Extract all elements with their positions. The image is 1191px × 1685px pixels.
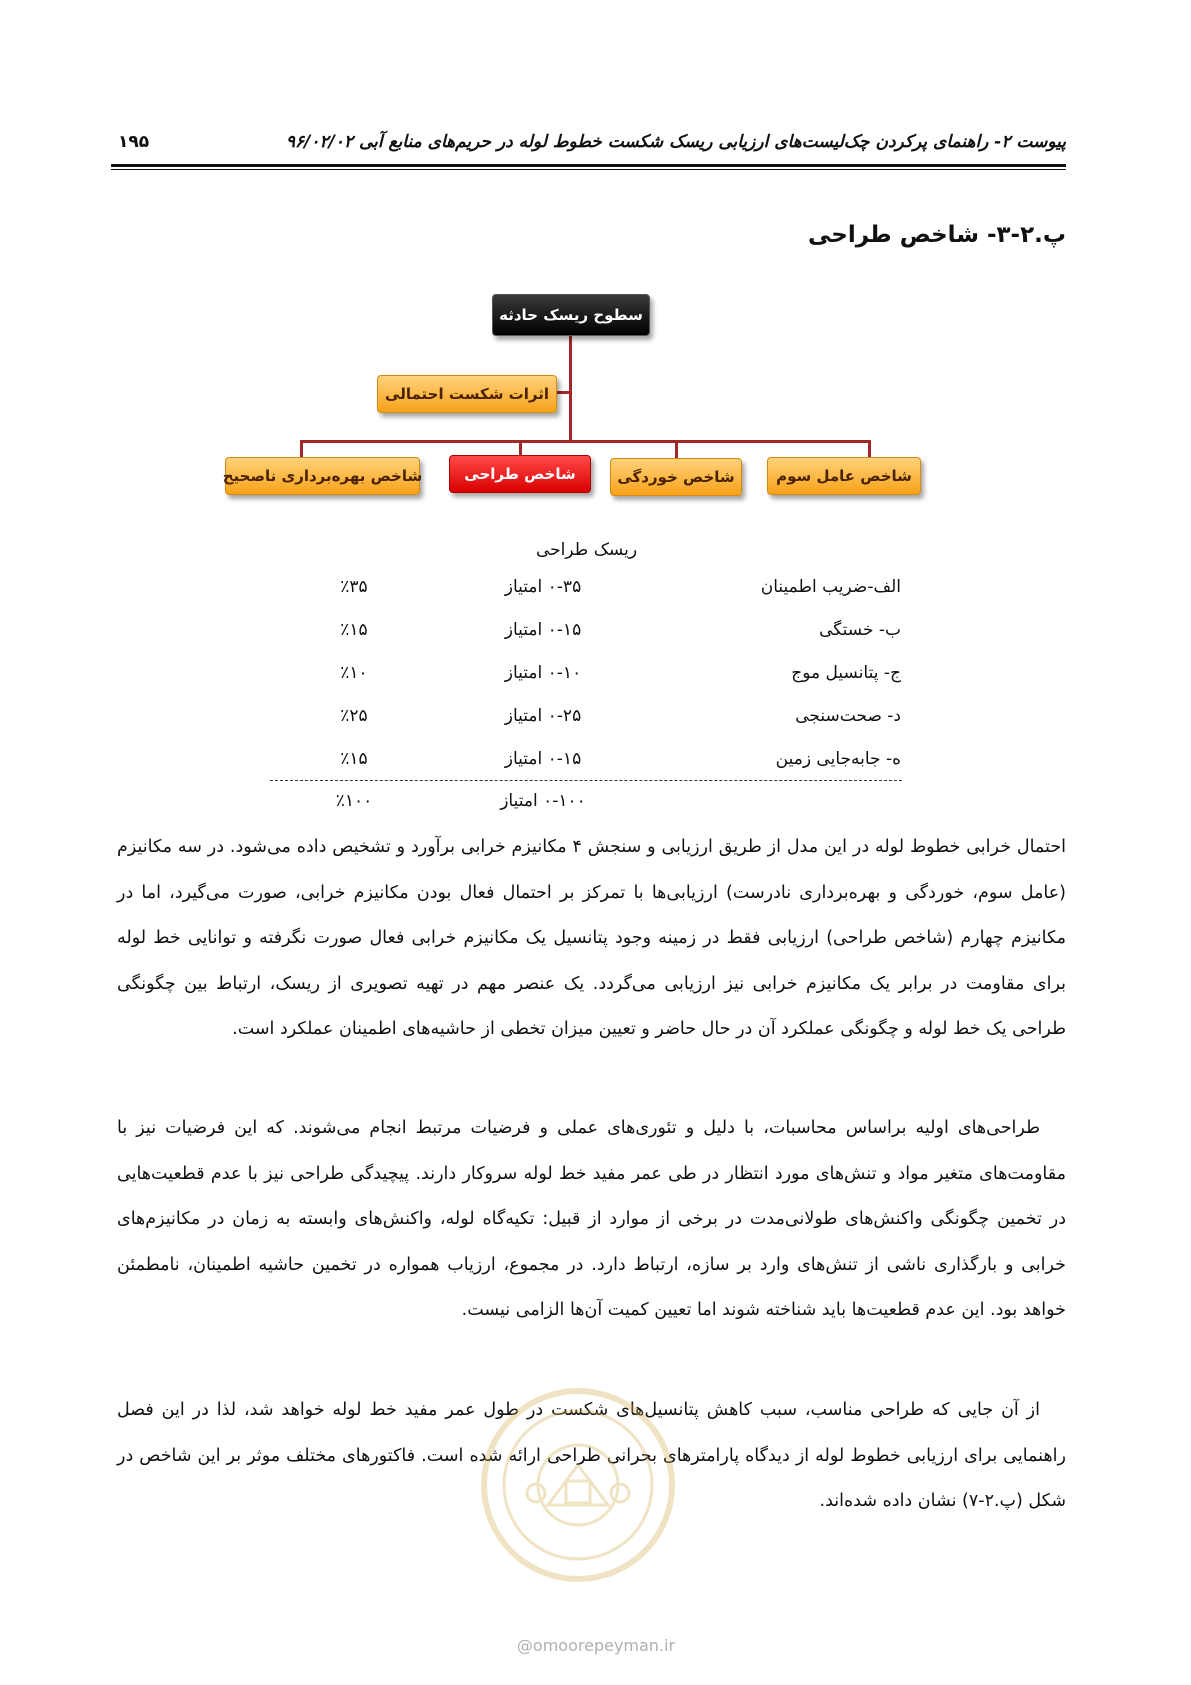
header-rule-thick bbox=[111, 164, 1066, 167]
risk-row-name: ب- خستگی bbox=[819, 620, 901, 640]
risk-row-name: الف-ضریب اطمینان bbox=[760, 577, 901, 597]
risk-row-percent: ٪۳۵ bbox=[340, 577, 368, 597]
risk-row-percent: ٪۱۰ bbox=[340, 663, 368, 683]
body-paragraph: طراحی‌های اولیه براساس محاسبات، با دلیل و تئوری‌های عملی و فرضیات مرتبط انجام می‌شوند. که این فرضیات نیز با مقاومت‌های متغیر مواد و تنش‌های مورد انتظار در طی عمر مفید خط لوله سروکار دارند. پیچیدگی طراحی نیز با عدم قطعیت‌هایی در تخمین چگونگی واکنش‌های طولانی‌مدت در برخی از موارد از قبیل: تکیه‌گاه لوله، واکنش‌های وابسته به زمان در مکانیزم‌های خرابی و بارگذاری ناشی از تنش‌های وارد بر سازه، ارتباط دارد. در مجموع، ارزیاب همواره در تخمین حاشیه اطمینان، نامطمئن خواهد بود. این عدم قطعیت‌ها باید شناخته شوند اما تعیین کمیت آن‌ها الزامی نیست. bbox=[117, 1118, 1066, 1320]
diagram-leaf-design: شاخص طراحی bbox=[449, 455, 591, 493]
risk-row-name: د- صحت‌سنجی bbox=[795, 706, 901, 726]
connector-level2-branch bbox=[556, 391, 571, 394]
running-header-title: پیوست ۲- راهنمای پرکردن چک‌لیست‌های ارزیابی ریسک شکست خطوط لوله در حریم‌های منابع آبی ۹۶/۰۲/۰۲ bbox=[285, 132, 1066, 152]
connector-leaf-4 bbox=[300, 440, 303, 462]
header-rule-thin bbox=[111, 169, 1066, 170]
diagram-leaf-incorrect-operation: شاخص بهره‌برداری ناصحیح bbox=[225, 457, 420, 495]
risk-row-percent: ٪۲۵ bbox=[340, 706, 368, 726]
risk-total-points: ۰-۱۰۰ امتیاز bbox=[500, 791, 586, 811]
risk-table-caption: ریسک طراحی bbox=[536, 540, 638, 560]
diagram-leaf-third-party: شاخص عامل سوم bbox=[767, 457, 921, 495]
watermark-url: @omoorepeyman.ir bbox=[516, 1636, 676, 1655]
risk-table-dashed-divider bbox=[270, 780, 902, 781]
risk-row-points: ۰-۳۵ امتیاز bbox=[504, 577, 582, 597]
page-number: ۱۹۵ bbox=[118, 132, 150, 152]
risk-row-percent: ٪۱۵ bbox=[340, 620, 368, 640]
diagram-leaf-corrosion: شاخص خوردگی bbox=[610, 458, 742, 496]
section-title: پ.۲-۳- شاخص طراحی bbox=[808, 222, 1066, 248]
hierarchy-diagram bbox=[0, 0, 1191, 520]
diagram-level2-box: اثرات شکست احتمالی bbox=[377, 375, 557, 413]
connector-root-trunk bbox=[569, 334, 572, 442]
body-paragraph: از آن جایی که طراحی مناسب، سبب کاهش پتانسیل‌های شکست در طول عمر مفید خط لوله خواهد شد، لذا در این فصل راهنمایی برای ارزیابی خطوط لوله از دیدگاه پارامترهای بحرانی طراحی ارائه شده است. فاکتورهای مختلف موثر بر این شاخص در شکل (پ.۲-۷) نشان داده شده‌اند. bbox=[117, 1400, 1066, 1511]
risk-row-name: ج- پتانسیل موج bbox=[791, 663, 901, 683]
connector-leaf-1 bbox=[868, 440, 871, 462]
risk-row-points: ۰-۱۰ امتیاز bbox=[504, 663, 582, 683]
diagram-root-box: سطوح ریسک حادثه bbox=[492, 294, 650, 336]
risk-row-points: ۰-۲۵ امتیاز bbox=[504, 706, 582, 726]
connector-horizontal-bar bbox=[300, 440, 870, 443]
risk-row-name: ه- جابه‌جایی زمین bbox=[775, 749, 901, 769]
risk-row-percent: ٪۱۵ bbox=[340, 749, 368, 769]
connector-leaf-2 bbox=[675, 440, 678, 462]
risk-row-points: ۰-۱۵ امتیاز bbox=[504, 620, 582, 640]
risk-row-points: ۰-۱۵ امتیاز bbox=[504, 749, 582, 769]
risk-total-percent: ٪۱۰۰ bbox=[335, 791, 373, 811]
connector-leaf-3 bbox=[519, 440, 522, 460]
body-paragraph: احتمال خرابی خطوط لوله در این مدل از طریق ارزیابی و سنجش ۴ مکانیزم خرابی برآورد و تشخیص داده می‌شود. در سه مکانیزم (عامل سوم، خوردگی و بهره‌برداری نادرست) ارزیابی‌ها با تمرکز بر احتمال فعال بودن مکانیزم خرابی، صورت می‌گیرد، اما در مکانیزم چهارم (شاخص طراحی) ارزیابی فقط در زمینه وجود پتانسیل یک مکانیزم خرابی فعال صورت نگرفته و توانایی خط لوله برای مقاومت در برابر یک مکانیزم خرابی نیز ارزیابی می‌گردد. یک عنصر مهم در تهیه تصویری از ریسک، ارتباط بین چگونگی طراحی یک خط لوله و چگونگی عملکرد آن در حال حاضر و تعیین میزان تخطی از حاشیه‌های اطمینان عملکرد است. bbox=[117, 837, 1066, 1039]
watermark-seal-logo bbox=[478, 1385, 678, 1585]
